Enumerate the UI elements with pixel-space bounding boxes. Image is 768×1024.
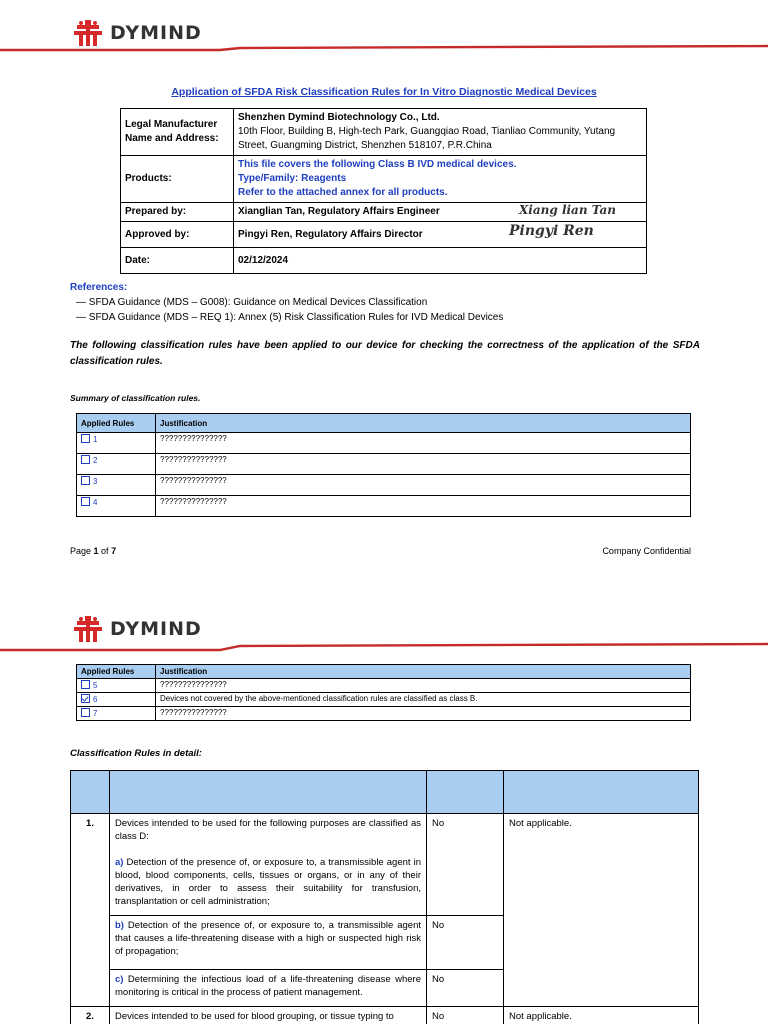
summary-table-page-2 xyxy=(76,664,691,721)
prepared-value xyxy=(234,203,647,222)
checkbox-icon[interactable] xyxy=(81,455,90,464)
rule-comment: Not applicable. xyxy=(504,1007,699,1024)
summary-table-page-1 xyxy=(76,413,691,517)
page-number: Page 1 of 7 xyxy=(70,546,117,556)
approved-value xyxy=(234,222,647,248)
page-2 xyxy=(0,596,768,1024)
rule-sub-c: c) Determining the infectious load of a life-threatening disease where monitoring is critical in the process of patient management. xyxy=(110,970,427,1007)
rule-description: Devices intended to be used for blood grouping, or tissue typing to xyxy=(110,1007,427,1024)
page-header xyxy=(0,596,768,656)
prepared-label: Prepared by: xyxy=(121,203,234,222)
rule-checkbox-1[interactable]: 1 xyxy=(77,433,156,454)
table-row xyxy=(77,707,691,721)
rule-justification: ??????????????? xyxy=(156,475,691,496)
approved-row xyxy=(121,222,647,248)
rule-number: 2. xyxy=(71,1007,110,1024)
rule-answer: No xyxy=(427,970,504,1007)
summary-header-row xyxy=(77,665,691,679)
legal-row xyxy=(121,109,647,156)
applied-rules-header: Applied Rules xyxy=(77,665,156,679)
legal-value xyxy=(234,109,647,156)
rule-justification: ??????????????? xyxy=(156,496,691,517)
prepared-row xyxy=(121,203,647,222)
rule-sub-b: b) Detection of the presence of, or exposure to, a transmissible agent that causes a life-threatening disease with a high or suspected high risk of propagation; xyxy=(110,916,427,970)
rule-checkbox-6[interactable]: 6 xyxy=(77,693,156,707)
products-value xyxy=(234,156,647,203)
rule-checkbox-5[interactable]: 5 xyxy=(77,679,156,693)
products-line-1: This file covers the following Class B IVD medical devices. xyxy=(238,159,517,170)
rule-answer: No xyxy=(427,814,504,916)
checkbox-icon[interactable] xyxy=(81,434,90,443)
summary-label: Summary of classification rules. xyxy=(70,393,201,403)
references xyxy=(70,280,503,325)
checkbox-icon[interactable] xyxy=(81,708,90,717)
legal-label: Legal Manufacturer Name and Address: xyxy=(121,109,234,156)
header-cell xyxy=(110,771,427,814)
rule-comment: Not applicable. xyxy=(504,814,699,1007)
rule-justification: ??????????????? xyxy=(156,454,691,475)
products-line-2: Type/Family: Reagents xyxy=(238,173,347,184)
dymind-logo xyxy=(74,20,202,46)
page-gap xyxy=(0,578,768,596)
rule-justification: ??????????????? xyxy=(156,707,691,721)
confidential-label: Company Confidential xyxy=(602,546,691,556)
rule-justification: ??????????????? xyxy=(156,433,691,454)
rule-answer: No xyxy=(427,1007,504,1024)
dymind-logo xyxy=(74,616,202,642)
reference-item: — SFDA Guidance (MDS – G008): Guidance on Medical Devices Classification xyxy=(76,297,428,308)
applied-rules-header: Applied Rules xyxy=(77,414,156,433)
checkbox-icon[interactable] xyxy=(81,680,90,689)
document-title[interactable]: Application of SFDA Risk Classification Rules for In Vitro Diagnostic Medical Devices xyxy=(171,86,597,98)
rule-justification: Devices not covered by the above-mentioned classification rules are classified as class B. xyxy=(156,693,691,707)
justification-header: Justification xyxy=(156,414,691,433)
prepared-name: Xianglian Tan, Regulatory Affairs Engineer xyxy=(238,206,440,217)
header-cell xyxy=(427,771,504,814)
approved-signature: Pingyi Ren xyxy=(509,223,594,239)
rule-checkbox-2[interactable]: 2 xyxy=(77,454,156,475)
brand-name: DYMIND xyxy=(110,618,202,640)
rule-sub-a: a) Detection of the presence of, or exposure to, a transmissible agent in blood, blood components, cells, tissues or organs, or in any of their derivatives, in order to assess their suitability for transfusion, transplantation or cell administration; xyxy=(115,857,421,907)
date-label: Date: xyxy=(121,248,234,274)
approved-label: Approved by: xyxy=(121,222,234,248)
products-label: Products: xyxy=(121,156,234,203)
table-row xyxy=(71,1007,699,1024)
rule-number: 1. xyxy=(71,814,110,1007)
table-row xyxy=(77,679,691,693)
brand-name: DYMIND xyxy=(110,22,202,44)
intro-paragraph: The following classification rules have been applied to our device for checking the correctness of the application of the SFDA classification rules. xyxy=(70,340,700,367)
table-row xyxy=(77,475,691,496)
rule-checkbox-3[interactable]: 3 xyxy=(77,475,156,496)
table-row xyxy=(77,496,691,517)
table-row xyxy=(71,814,699,916)
products-row xyxy=(121,156,647,203)
products-line-3: Refer to the attached annex for all products. xyxy=(238,187,448,198)
prepared-signature: Xiang lian Tan xyxy=(519,203,617,217)
checkbox-icon[interactable] xyxy=(81,497,90,506)
justification-header: Justification xyxy=(156,665,691,679)
rule-intro: Devices intended to be used for the following purposes are classified as class D: xyxy=(115,818,421,842)
detail-label: Classification Rules in detail: xyxy=(70,748,202,759)
date-value: 02/12/2024 xyxy=(234,248,647,274)
rule-description xyxy=(110,814,427,916)
checkbox-icon[interactable] xyxy=(81,476,90,485)
rule-checkbox-4[interactable]: 4 xyxy=(77,496,156,517)
references-title: References: xyxy=(70,282,128,293)
reference-item: — SFDA Guidance (MDS – REQ 1): Annex (5) Risk Classification Rules for IVD Medical Devices xyxy=(76,312,504,323)
rule-answer: No xyxy=(427,916,504,970)
detail-header-row xyxy=(71,771,699,814)
dymind-logo-icon xyxy=(74,616,102,642)
rule-checkbox-7[interactable]: 7 xyxy=(77,707,156,721)
detail-table xyxy=(70,770,699,1024)
info-table xyxy=(120,108,647,274)
page-header xyxy=(0,0,768,60)
dymind-logo-icon xyxy=(74,20,102,46)
date-row xyxy=(121,248,647,274)
summary-header-row xyxy=(77,414,691,433)
approved-name: Pingyi Ren, Regulatory Affairs Director xyxy=(238,228,423,240)
header-cell xyxy=(504,771,699,814)
checked-checkbox-icon[interactable] xyxy=(81,694,90,703)
table-row xyxy=(77,693,691,707)
header-cell xyxy=(71,771,110,814)
legal-address: 10th Floor, Building B, High-tech Park, Guangqiao Road, Tianliao Community, Yutang Street, Guangming District, Shenzhen 518107, P.R.China xyxy=(238,126,616,151)
table-row xyxy=(77,454,691,475)
legal-company: Shenzhen Dymind Biotechnology Co., Ltd. xyxy=(238,112,440,123)
rule-justification: ??????????????? xyxy=(156,679,691,693)
table-row xyxy=(77,433,691,454)
